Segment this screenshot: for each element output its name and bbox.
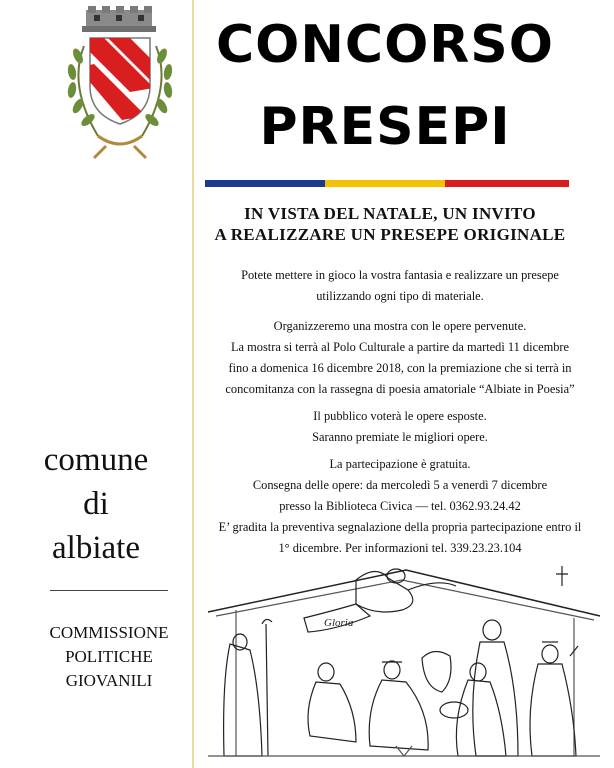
coat-of-arms-icon xyxy=(58,6,182,164)
crown-icon xyxy=(82,6,156,32)
flag-stripe-red xyxy=(445,180,569,187)
body-text-line: Consegna delle opere: da mercoledì 5 a venerdì 7 dicembre xyxy=(252,478,548,492)
standing-king-figure xyxy=(530,642,578,756)
subtitle-line: IN VISTA DEL NATALE, UN INVITO xyxy=(244,204,536,223)
vertical-divider xyxy=(192,0,194,768)
body-text-line: Potete mettere in gioco la vostra fantasia e realizzare un presepe xyxy=(241,268,559,282)
municipality-name-line: albiate xyxy=(52,530,140,566)
comet-icon xyxy=(556,566,568,586)
kneeling-figure xyxy=(308,663,356,742)
body-text-line: 1° dicembre. Per informazioni tel. 339.23.23.104 xyxy=(278,541,522,555)
body-text-line: Saranno premiate le migliori opere. xyxy=(312,430,488,444)
commission-name-line: COMMISSIONE xyxy=(49,623,169,642)
municipality-name-line: comune xyxy=(43,442,149,478)
nativity-scene-illustration xyxy=(206,560,602,765)
sidebar xyxy=(0,0,192,768)
shepherd-figure xyxy=(224,619,272,756)
body-text-line: Organizzeremo una mostra con le opere pervenute. xyxy=(273,319,527,333)
king-figure xyxy=(369,661,428,750)
flag-stripe-blue xyxy=(205,180,325,187)
page-title-line: PRESEPI xyxy=(259,97,511,157)
body-text-line: E’ gradita la preventiva segnalazione della propria partecipazione entro il xyxy=(218,520,582,534)
flag-stripe-yellow xyxy=(325,180,445,187)
body-text-line: Il pubblico voterà le opere esposte. xyxy=(313,409,487,423)
sidebar-divider xyxy=(50,590,168,591)
municipality-name-line: di xyxy=(83,486,109,522)
joseph-figure xyxy=(473,620,518,756)
commission-name-line: GIOVANILI xyxy=(65,671,153,690)
body-text-line: La mostra si terrà al Polo Culturale a partire da martedì 11 dicembre xyxy=(230,340,570,354)
body-text-line: La partecipazione è gratuita. xyxy=(329,457,471,471)
body-text-line: fino a domenica 16 dicembre 2018, con la premiazione che si terrà in xyxy=(228,361,572,375)
donkey-figure xyxy=(422,651,451,692)
banner-text: Gloria xyxy=(324,617,354,629)
page-title-line: CONCORSO xyxy=(216,15,554,75)
body-text-line: presso la Biblioteca Civica — tel. 0362.93.24.42 xyxy=(279,499,521,513)
ribbon-icon xyxy=(94,136,146,158)
body-text-line: utilizzando ogni tipo di materiale. xyxy=(316,289,484,303)
commission-name-line: POLITICHE xyxy=(65,647,153,666)
body-text-line: concomitanza con la rassegna di poesia amatoriale “Albiate in Poesia” xyxy=(225,382,575,396)
subtitle-line: A REALIZZARE UN PRESEPE ORIGINALE xyxy=(214,225,566,244)
